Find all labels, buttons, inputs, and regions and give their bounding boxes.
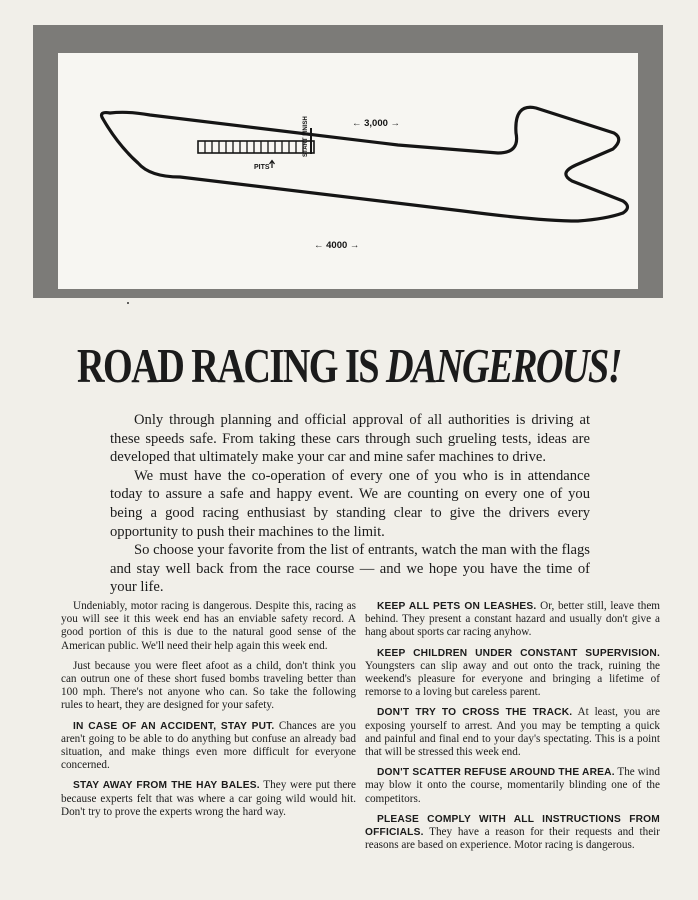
intro-paragraph: Only through planning and official approval of all authorities is driving at these speeds safe. From taking these cars through such grueling tests, ideas are developed that ultimately make your car and mine safer machines to drive.	[110, 412, 590, 466]
track-diagram	[58, 53, 638, 289]
title-main: ROAD RACING IS	[77, 338, 386, 393]
body-paragraph: Undeniably, motor racing is dangerous. Despite this, racing as you will see it this week end has an enviable safety record. A good portion of this is due to the natural good sense of the American public. We'll need their help again this week end.	[61, 600, 356, 652]
rule-officials	[365, 813, 660, 853]
rule-children	[365, 647, 660, 700]
track-map	[58, 53, 638, 289]
rule-text: Chances are you aren't going to be able to do anything but confuse an already bad situation, and make things even more difficult for everyone concerned.	[61, 719, 356, 772]
rule-heading: IN CASE OF AN ACCIDENT, STAY PUT.	[73, 720, 275, 732]
rule-heading: STAY AWAY FROM THE HAY BALES.	[73, 780, 260, 792]
page-title	[77, 337, 621, 394]
print-speck	[127, 302, 129, 304]
rule-heading: DON'T TRY TO CROSS THE TRACK.	[377, 707, 573, 719]
rule-text: The wind may blow it onto the course, momentarily blinding one of the competitors.	[365, 766, 660, 805]
distance-bottom-label: ← 4000 →	[314, 240, 360, 251]
distance-top-label: ← 3,000 →	[352, 118, 401, 129]
right-column	[365, 600, 660, 859]
rule-heading: KEEP ALL PETS ON LEASHES.	[377, 601, 537, 612]
rule-text: At least, you are exposing yourself to arrest. And you may be tempting a quick and painful and final end to your day's spectating. This is a point that will be stressed this week end.	[365, 706, 660, 759]
intro-text	[110, 411, 590, 597]
rule-text: Youngsters can slip away and out onto the track, ruining the weekend's pleasure for everyone and bringing a lifetime of remorse to a loving but careless parent.	[365, 659, 660, 699]
rule-heading: PLEASE COMPLY WITH ALL INSTRUCTIONS FROM OFFICIALS.	[365, 813, 660, 839]
track-map-frame	[33, 25, 663, 298]
rule-hay-bales	[61, 779, 356, 819]
left-column	[61, 600, 356, 826]
rule-heading: DON'T SCATTER REFUSE AROUND THE AREA.	[377, 767, 615, 779]
intro-paragraph: We must have the co-operation of every one of you who is in attendance today to assure a safe and happy event. We are counting on every one of you being a good racing enthusiast by standing clear to give the drivers every opportunity to push their machines to the limit.	[110, 467, 590, 540]
rule-text: Or, better still, leave them behind. They present a constant hazard and usually don't give a hang about sports car racing anyhow.	[365, 600, 660, 639]
rule-accident	[61, 720, 356, 773]
intro-paragraph: So choose your favorite from the list of entrants, watch the man with the flags and stay well back from the race course — and we hope you have the time of your life.	[110, 542, 590, 596]
rule-refuse	[365, 766, 660, 806]
rule-cross-track	[365, 706, 660, 759]
pits-arrow	[270, 161, 275, 169]
rule-text: They have a reason for their requests and their reasons are based on experience. Motor racing is dangerous.	[365, 826, 660, 852]
title-emphasis: DANGEROUS!	[385, 338, 621, 393]
body-paragraph: Just because you were fleet afoot as a child, don't think you can outrun one of these short fused bombs traveling better than 100 mph. There's not anyone who can. So take the following rules to heart, they are designed for your safety.	[61, 659, 356, 712]
rule-text: They were put there because experts felt that was where a car going wild would hit. Don't try to prove the experts wrong the hard way.	[61, 779, 356, 818]
rule-pets	[365, 600, 660, 640]
rule-heading: KEEP CHILDREN UNDER CONSTANT SUPERVISION.	[377, 647, 660, 659]
pits-block	[198, 141, 314, 153]
pits-label: PITS	[254, 164, 270, 171]
start-finish-label: START FINISH	[303, 116, 309, 157]
